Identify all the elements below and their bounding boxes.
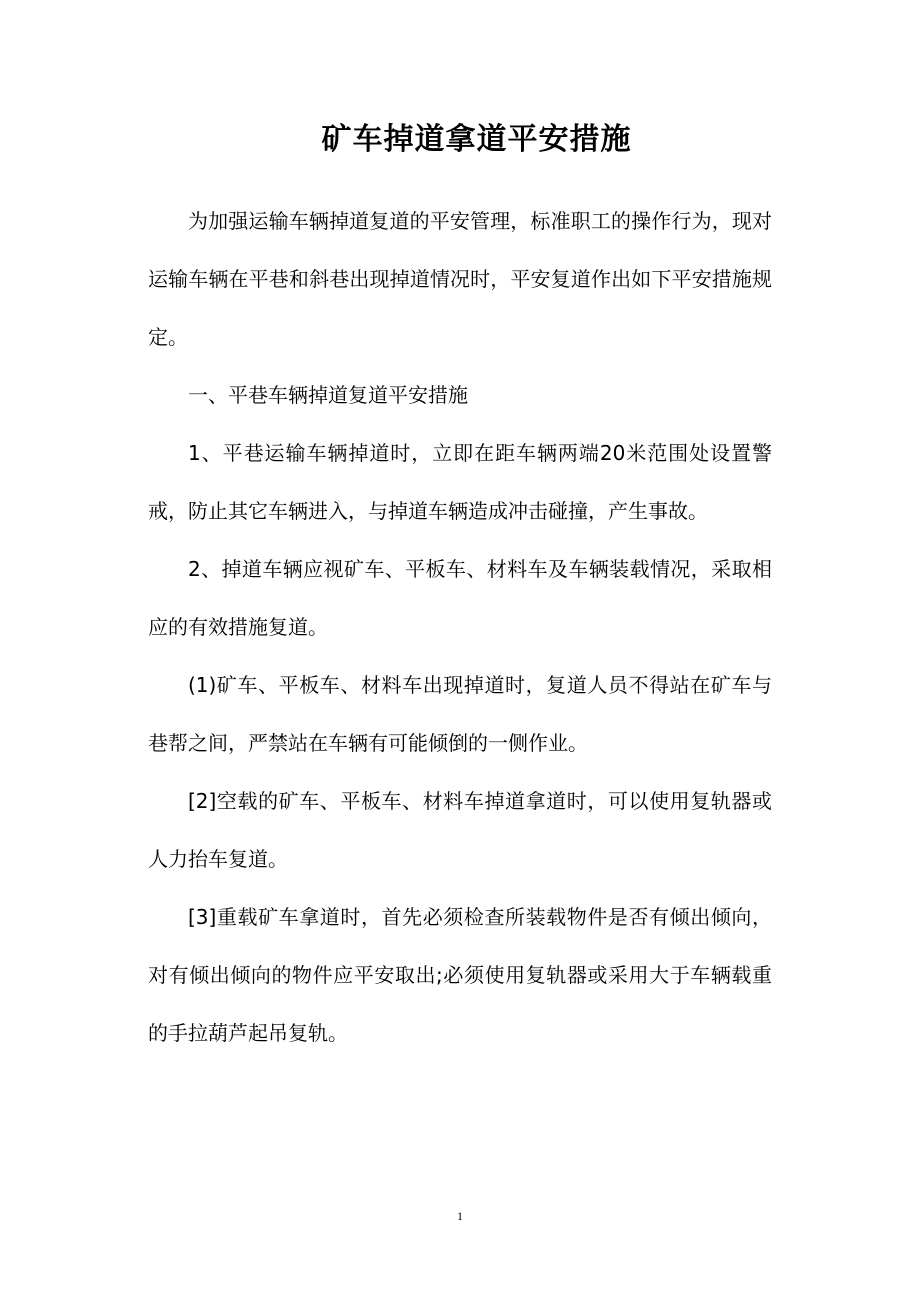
paragraph-subitem-3: [3]重载矿车拿道时，首先必须检查所装载物件是否有倾出倾向，对有倾出倾向的物件应平安取出;必须使用复轨器或采用大于车辆载重的手拉葫芦起吊复轨。	[148, 905, 772, 1045]
page-number: 1	[457, 1209, 463, 1223]
paragraph-intro: 为加强运输车辆掉道复道的平安管理，标准职工的操作行为，现对运输车辆在平巷和斜巷出现掉道情况时，平安复道作出如下平安措施规定。	[148, 209, 772, 349]
paragraph-item-2: 2、掉道车辆应视矿车、平板车、材料车及车辆装载情况，采取相应的有效措施复道。	[148, 557, 772, 639]
paragraph-subitem-2: [2]空载的矿车、平板车、材料车掉道拿道时，可以使用复轨器或人力抬车复道。	[148, 789, 772, 871]
document-title: 矿车掉道拿道平安措施	[321, 122, 632, 157]
section-heading-flat-roadway: 一、平巷车辆掉道复道平安措施	[188, 383, 468, 407]
document-body	[148, 192, 772, 1062]
paragraph-subitem-1: (1)矿车、平板车、材料车出现掉道时，复道人员不得站在矿车与巷帮之间，严禁站在车辆有可能倾倒的一侧作业。	[148, 673, 772, 755]
paragraph-item-1: 1、平巷运输车辆掉道时，立即在距车辆两端20米范围处设置警戒，防止其它车辆进入，与掉道车辆造成冲击碰撞，产生事故。	[148, 441, 772, 523]
